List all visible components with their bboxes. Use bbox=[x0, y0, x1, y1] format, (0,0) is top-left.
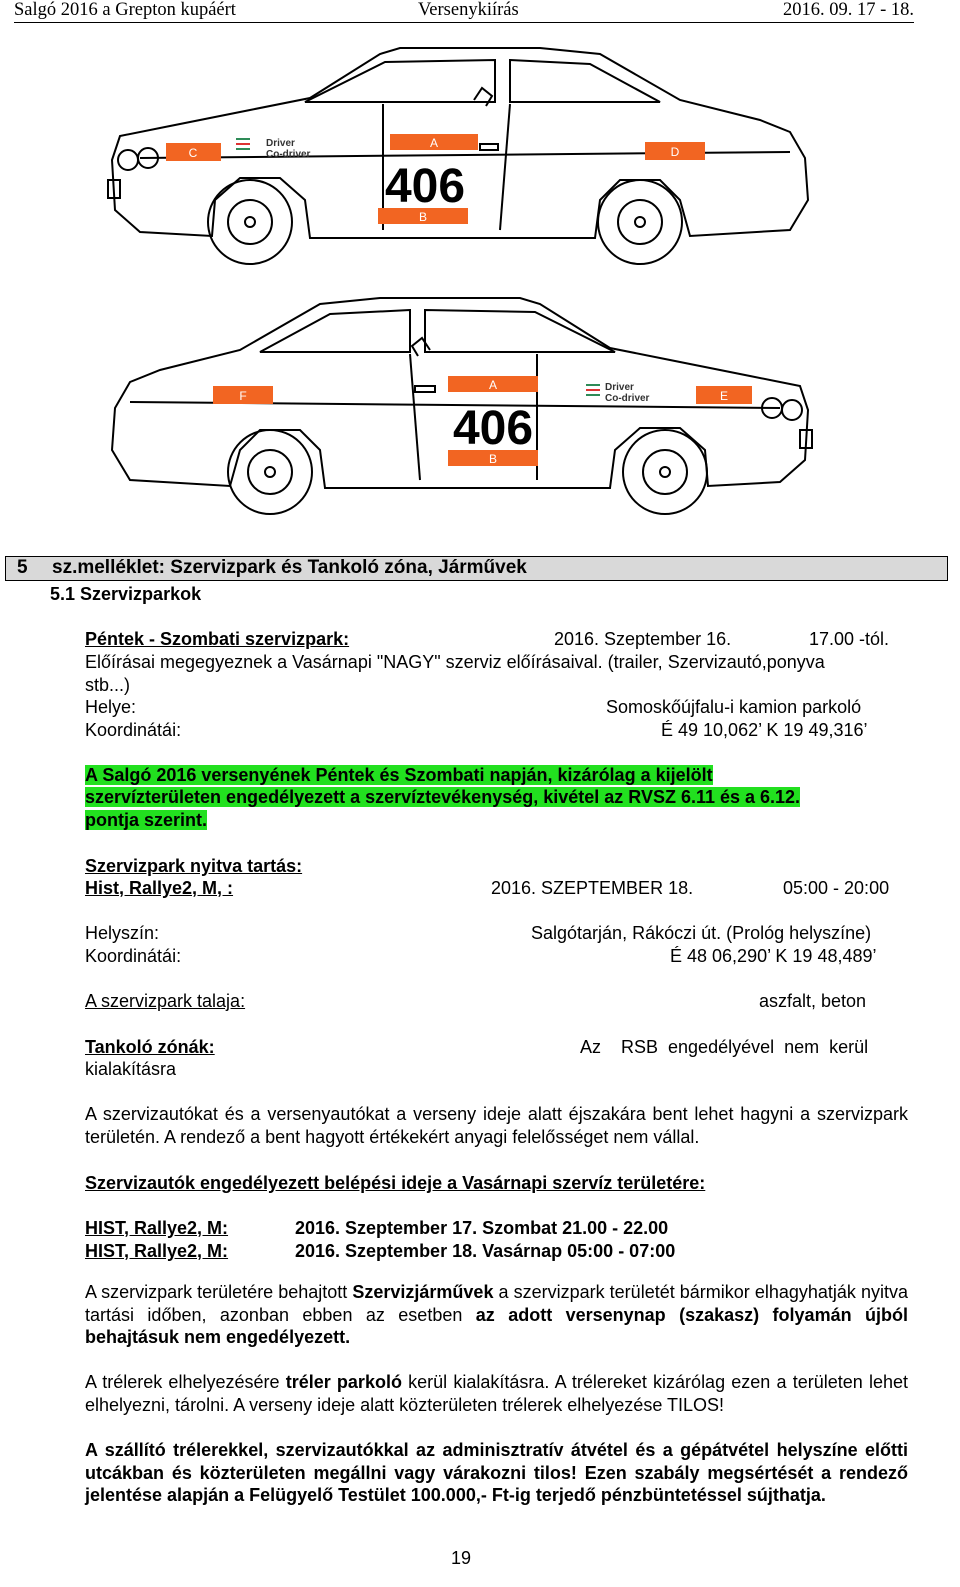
fri-sat-place-label: Helye: bbox=[85, 697, 137, 717]
zone-label-f: F bbox=[239, 389, 247, 403]
driver-label: Driver bbox=[605, 382, 634, 393]
open-hours-heading: Szervizpark nyitva tartás: bbox=[85, 856, 303, 876]
coord-value: É 48 06,290’ K 19 48,489’ bbox=[670, 946, 877, 966]
zone-label-a: A bbox=[488, 378, 498, 392]
highlight-text: pontja szerint. bbox=[85, 810, 208, 830]
fri-sat-time: 17.00 -tól. bbox=[809, 629, 890, 649]
header-date: 2016. 09. 17 - 18. bbox=[782, 0, 914, 20]
header-doc-type: Versenykiírás bbox=[418, 0, 519, 20]
race-number: 406 bbox=[452, 402, 534, 455]
zone-label-a: A bbox=[429, 136, 439, 150]
codriver-label: Co-driver bbox=[605, 393, 650, 404]
highlight-text: A Salgó 2016 versenyének Péntek és Szombati napján, kizárólag a kijelölt bbox=[85, 765, 713, 785]
fuel-zone-value-cont: kialakításra bbox=[85, 1059, 177, 1079]
zone-label-b: B bbox=[488, 452, 498, 466]
car-right-side-illustration bbox=[100, 290, 820, 530]
open-hours-time: 05:00 - 20:00 bbox=[783, 878, 890, 898]
fri-sat-label: Péntek - Szombati szervizpark: bbox=[85, 629, 350, 649]
fri-sat-date: 2016. Szeptember 16. bbox=[554, 629, 732, 649]
highlight-line3 bbox=[85, 809, 207, 831]
highlight-line2 bbox=[85, 786, 800, 808]
coord-label: Koordinátái: bbox=[85, 946, 182, 966]
text-run: a szervizpark területét bármikor elhagyhatják nyitva tartási időben, azonban ebben az esetben bbox=[85, 1282, 909, 1325]
location-value: Salgótarján, Rákóczi út. (Prológ helyszíne) bbox=[531, 923, 872, 943]
codriver-label: Co-driver bbox=[266, 149, 311, 160]
race-number: 406 bbox=[384, 160, 466, 213]
zone-label-b: B bbox=[418, 210, 428, 224]
highlight-text: szervízterületen engedélyezett a szervíztevékenység, kivétel az RVSZ 6.11 és a 6.12. bbox=[85, 787, 801, 807]
entry-row-category: HIST, Rallye2, M: bbox=[85, 1241, 229, 1261]
page-header bbox=[0, 0, 960, 26]
fri-sat-rules-line1: Előírásai megegyeznek a Vasárnapi "NAGY" szerviz előírásaival. (trailer, Szervizautó,ponyva bbox=[85, 652, 825, 672]
entry-heading: Szervizautók engedélyezett belépési ideje a Vasárnapi szervíz területére: bbox=[85, 1173, 706, 1193]
location-label: Helyszín: bbox=[85, 923, 160, 943]
fuel-zone-label: Tankoló zónák: bbox=[85, 1037, 215, 1057]
text-run-bold: Szervizjárművek bbox=[352, 1282, 494, 1302]
fuel-zone-value: Az RSB engedélyével nem kerül bbox=[580, 1037, 869, 1057]
open-hours-category: Hist, Rallye2, M, : bbox=[85, 878, 234, 898]
surface-label: A szervizpark talaja: bbox=[85, 991, 246, 1011]
surface-value: aszfalt, beton bbox=[759, 991, 867, 1011]
entry-row-value: 2016. Szeptember 18. Vasárnap 05:00 - 07:00 bbox=[295, 1241, 676, 1261]
page-number: 19 bbox=[451, 1548, 472, 1568]
section-title: sz.melléklet: Szervizpark és Tankoló zóna, Járművek bbox=[52, 557, 527, 578]
fri-sat-coord-label: Koordinátái: bbox=[85, 720, 182, 740]
fri-sat-place-value: Somoskőújfalu-i kamion parkoló bbox=[606, 697, 862, 717]
driver-label: Driver bbox=[266, 138, 295, 149]
overnight-paragraph: A szervizautókat és a versenyautókat a verseny ideje alatt éjszakára bent lehet hagyni a szervizpark területén. A rendező a bent hagyott értékekért anyagi felelősséget nem vállal. bbox=[85, 1104, 908, 1147]
entry-row-value: 2016. Szeptember 17. Szombat 21.00 - 22.00 bbox=[295, 1218, 669, 1238]
fri-sat-rules-line2: stb...) bbox=[85, 675, 131, 695]
entry-row-category: HIST, Rallye2, M: bbox=[85, 1218, 229, 1238]
section-heading-box bbox=[5, 556, 948, 581]
car-diagram-right-side bbox=[100, 290, 820, 530]
car-left-side-illustration bbox=[100, 40, 820, 280]
header-title: Salgó 2016 a Grepton kupáért bbox=[14, 0, 236, 20]
text-run: A trélerek elhelyezésére bbox=[85, 1372, 286, 1392]
zone-label-e: E bbox=[719, 389, 729, 403]
highlight-line1 bbox=[85, 764, 713, 786]
text-run: kerül kialakításra. A trélereket kizárólag ezen a területen lehet elhelyezni, tárolni. A verseny ideje alatt közterületen trélerek elhelyezése TILOS! bbox=[85, 1372, 908, 1415]
header-rule bbox=[14, 22, 914, 23]
open-hours-date: 2016. SZEPTEMBER 18. bbox=[491, 878, 694, 898]
fri-sat-coord-value: É 49 10,062’ K 19 49,316’ bbox=[661, 720, 868, 740]
car-diagram-left-side bbox=[100, 40, 820, 280]
subsection-title: 5.1 Szervizparkok bbox=[50, 584, 202, 604]
vehicles-paragraph-3: A szállító trélerekkel, szervizautókkal az adminisztratív átvétel és a gépátvétel helyszíne előtti utcákban és közterületen megállni vagy várakozni tilos! Ezen szabály megsértését a rendező jelentése alapján a Felügyelő Testület 100.000,- Ft-ig terjedő pénzbüntetéssel sújthatja. bbox=[85, 1440, 908, 1505]
text-run-bold: tréler parkoló bbox=[285, 1372, 402, 1392]
zone-label-d: D bbox=[670, 145, 680, 159]
text-run-bold: az adott versenynap (szakasz) folyamán újból behajtásuk nem engedélyezett. bbox=[85, 1304, 908, 1347]
vehicles-paragraph-2 bbox=[85, 1371, 908, 1416]
text-run: A szervizpark területére behajtott bbox=[85, 1282, 353, 1302]
vehicles-paragraph-1 bbox=[85, 1281, 908, 1349]
section-number: 5 bbox=[17, 557, 28, 578]
zone-label-c: C bbox=[188, 146, 198, 160]
